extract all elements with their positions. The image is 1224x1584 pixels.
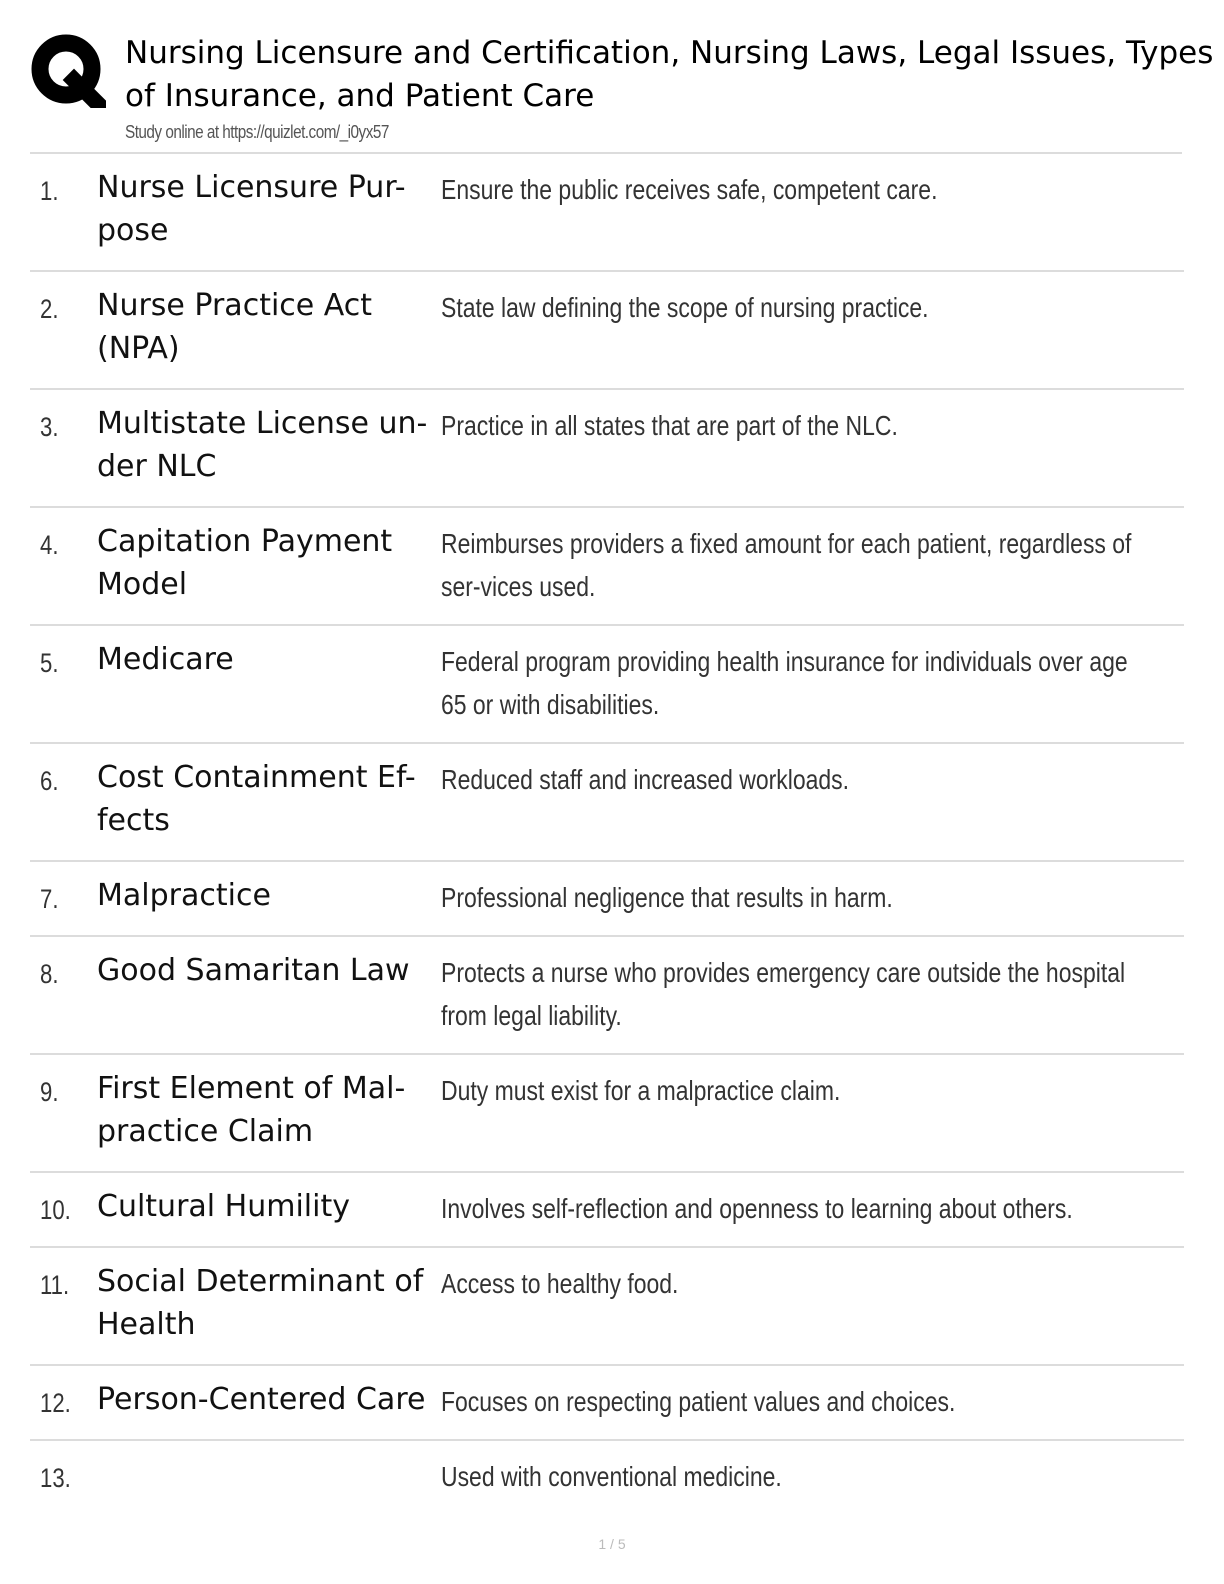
item-term: Good Samaritan Law: [97, 953, 410, 988]
item-definition: Reimburses providers a fixed amount for each patient, regardless of ser-vices used.: [441, 528, 1132, 602]
item-term: Nurse Practice Act (NPA): [97, 288, 373, 366]
study-online-link[interactable]: Study online at https://quizlet.com/_i0yx57: [125, 122, 389, 142]
item-number: 4.: [40, 530, 59, 560]
list-item: [30, 1441, 1184, 1516]
item-number: 8.: [40, 959, 59, 989]
list-item: [30, 744, 1184, 862]
list-item: [30, 154, 1184, 272]
item-number: 12.: [40, 1388, 71, 1418]
item-number: 13.: [40, 1463, 71, 1493]
page-header: [30, 28, 1214, 150]
list-item: [30, 1173, 1184, 1248]
list-item: [30, 1248, 1184, 1366]
item-definition: Used with conventional medicine.: [441, 1461, 782, 1492]
item-definition: Duty must exist for a malpractice claim.: [441, 1075, 841, 1106]
flashcard-list: [30, 154, 1184, 1516]
list-item: [30, 272, 1184, 390]
page-number: 1 / 5: [598, 1536, 626, 1552]
item-term: Cost Containment Ef-fects: [97, 760, 416, 838]
item-number: 5.: [40, 648, 59, 678]
item-definition: Ensure the public receives safe, competent care.: [441, 174, 938, 205]
list-item: [30, 1366, 1184, 1441]
item-definition: State law defining the scope of nursing practice.: [441, 292, 929, 323]
item-term: First Element of Mal-practice Claim: [97, 1071, 406, 1149]
item-definition: Federal program providing health insurance for individuals over age 65 or with disabilities.: [441, 646, 1128, 720]
list-item: [30, 390, 1184, 508]
item-number: 6.: [40, 766, 59, 796]
item-definition: Access to healthy food.: [441, 1268, 679, 1299]
item-term: Multistate License un-der NLC: [97, 406, 428, 484]
item-definition: Focuses on respecting patient values and choices.: [441, 1386, 956, 1417]
quizlet-logo-icon: [30, 32, 106, 108]
item-number: 1.: [40, 176, 59, 206]
item-number: 7.: [40, 884, 59, 914]
item-term: Capitation Payment Model: [97, 524, 393, 602]
list-item: [30, 1055, 1184, 1173]
item-term: Nurse Licensure Pur-pose: [97, 170, 406, 248]
page-title: Nursing Licensure and Certification, Nursing Laws, Legal Issues, Types of Insurance, and Patient Care: [125, 35, 1214, 114]
item-term: Medicare: [97, 642, 234, 677]
list-item: [30, 508, 1184, 626]
list-item: [30, 626, 1184, 744]
item-term: Malpractice: [97, 878, 271, 913]
list-item: [30, 937, 1184, 1055]
list-item: [30, 862, 1184, 937]
item-number: 10.: [40, 1195, 71, 1225]
item-number: 3.: [40, 412, 59, 442]
item-definition: Reduced staff and increased workloads.: [441, 764, 850, 795]
item-number: 9.: [40, 1077, 59, 1107]
item-number: 2.: [40, 294, 59, 324]
item-definition: Involves self-reflection and openness to learning about others.: [441, 1193, 1073, 1224]
item-definition: Practice in all states that are part of the NLC.: [441, 410, 898, 441]
item-number: 11.: [40, 1270, 70, 1300]
item-term: Social Determinant of Health: [97, 1264, 424, 1342]
item-definition: Protects a nurse who provides emergency care outside the hospital from legal liability.: [441, 957, 1126, 1031]
item-definition: Professional negligence that results in harm.: [441, 882, 893, 913]
item-term: Cultural Humility: [97, 1189, 350, 1224]
item-term: Person-Centered Care: [97, 1382, 426, 1417]
